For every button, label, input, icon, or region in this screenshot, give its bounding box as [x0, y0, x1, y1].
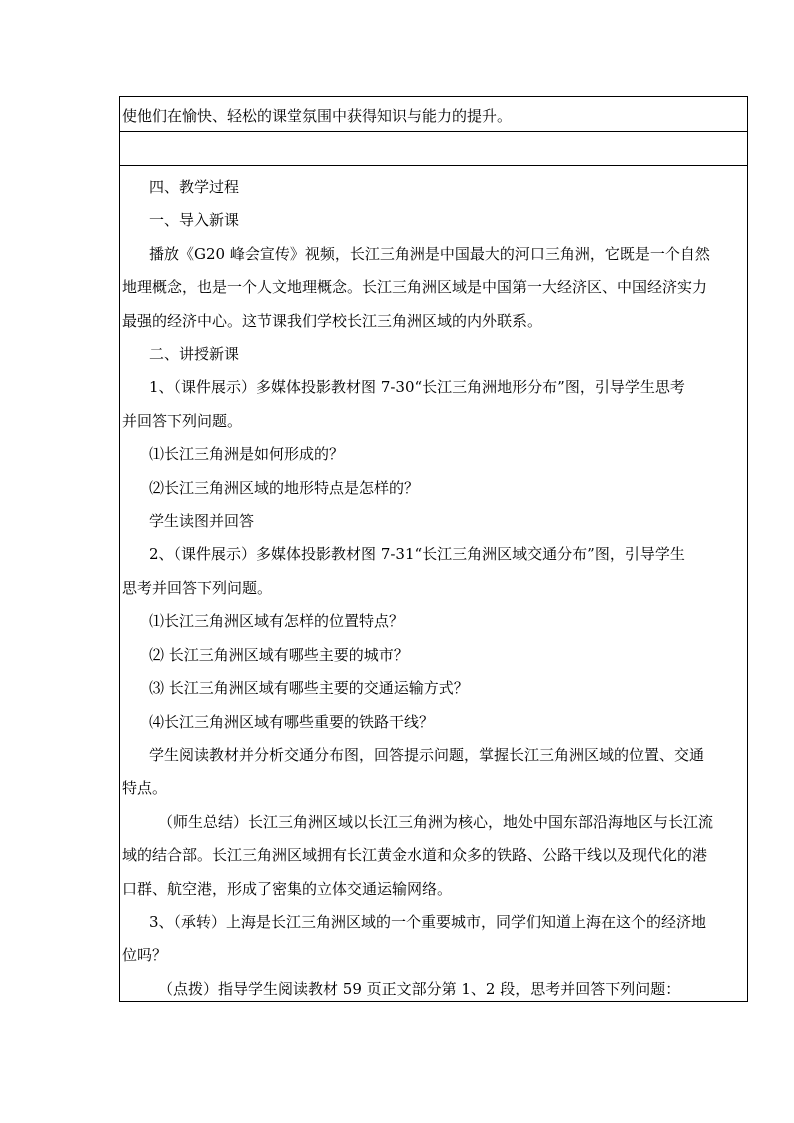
- paragraph-line: 一、导入新课: [149, 211, 240, 230]
- paragraph-line: 学生读图并回答: [149, 512, 255, 531]
- paragraph-line: （点拨）指导学生阅读教材 59 页正文部分第 1、2 段，思考并回答下列问题：: [158, 979, 681, 998]
- paragraph-line: 最强的经济中心。这节课我们学校长江三角洲区域的内外联系。: [122, 311, 543, 330]
- paragraph-line: 特点。: [122, 779, 168, 798]
- paragraph-line: 3、（承转）上海是长江三角洲区域的一个重要城市，同学们知道上海在这个的经济地: [149, 912, 707, 931]
- paragraph-line: 1、（课件展示）多媒体投影教材图 7-30“长江三角洲地形分布”图，引导学生思考: [149, 378, 685, 397]
- lesson-plan-table: [119, 96, 748, 1002]
- paragraph-line: 思考并回答下列问题。: [122, 578, 273, 597]
- table-row-empty: [120, 132, 747, 166]
- paragraph-line: ⑵ 长江三角洲区域有哪些主要的城市？: [149, 645, 409, 664]
- paragraph-line: 四、教学过程: [149, 178, 240, 196]
- paragraph-line: 位吗？: [122, 946, 168, 965]
- paragraph-line: 地理概念，也是一个人文地理概念。长江三角洲区域是中国第一大经济区、中国经济实力: [122, 278, 708, 297]
- table-row-teaching-process: [120, 166, 747, 1001]
- paragraph-line: （师生总结）长江三角洲区域以长江三角洲为核心，地处中国东部沿海地区与长江流: [158, 812, 714, 831]
- paragraph-line: ⑵长江三角洲区域的地形特点是怎样的？: [149, 478, 420, 497]
- paragraph-line: 播放《G20 峰会宣传》视频，长江三角洲是中国最大的河口三角洲，它既是一个自然: [149, 244, 710, 263]
- summary-text: 使他们在愉快、轻松的课堂氛围中获得知识与能力的提升。: [122, 107, 513, 125]
- paragraph-line: 学生阅读教材并分析交通分布图，回答提示问题，掌握长江三角洲区域的位置、交通: [149, 745, 705, 764]
- paragraph-line: 二、讲授新课: [149, 345, 240, 364]
- paragraph-line: 2、（课件展示）多媒体投影教材图 7-31“长江三角洲区域交通分布”图，引导学生: [149, 545, 685, 564]
- paragraph-line: ⑶ 长江三角洲区域有哪些主要的交通运输方式？: [149, 679, 469, 698]
- paragraph-line: 域的结合部。长江三角洲区域拥有长江黄金水道和众多的铁路、公路干线以及现代化的港: [122, 846, 708, 865]
- paragraph-line: 口群、航空港，形成了密集的立体交通运输网络。: [122, 879, 453, 898]
- paragraph-line: ⑴长江三角洲是如何形成的？: [149, 445, 345, 464]
- paragraph-line: ⑷长江三角洲区域有哪些重要的铁路干线？: [149, 712, 435, 731]
- paragraph-line: ⑴长江三角洲区域有怎样的位置特点？: [149, 612, 405, 631]
- paragraph-line: 并回答下列问题。: [122, 411, 243, 430]
- table-row-summary: [120, 97, 747, 132]
